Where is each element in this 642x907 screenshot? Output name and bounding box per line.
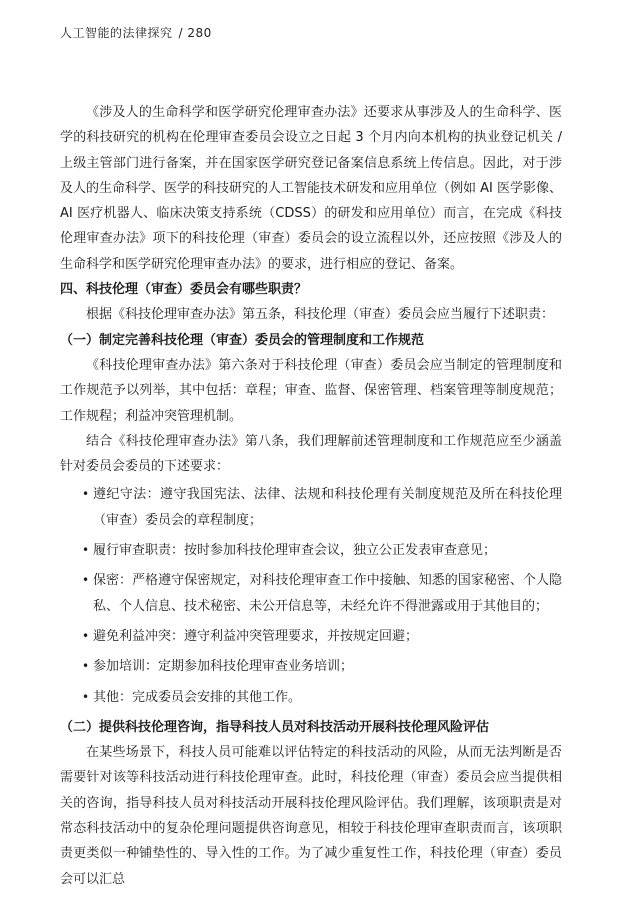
bullet-icon: • [82, 659, 90, 674]
subsection-heading-2: （二）提供科技伦理咨询，指导科技人员对科技活动开展科技伦理风险评估 [60, 719, 490, 735]
paragraph-article6: 《科技伦理审查办法》第六条对于科技伦理（审查）委员会应当制定的管理制度和工作规范予以列举，其中包括：章程；审查、监督、保密管理、档案管理等制度规范；工作规程；利益冲突管理机制。 [60, 357, 562, 424]
member-requirements-list [60, 482, 562, 709]
page-body [60, 100, 562, 892]
list-item: • 保密：严格遵守保密规定，对科技伦理审查工作中接触、知悉的国家秘密、个人隐私、个人信息、技术秘密、未公开信息等，未经允许不得泄露或用于其他目的； [60, 568, 562, 619]
bullet-icon: • [82, 487, 90, 502]
book-title: 人工智能的法律探究 [60, 26, 173, 40]
page-number: / 280 [178, 26, 212, 40]
subsection-heading-1: （一）制定完善科技伦理（审查）委员会的管理制度和工作规范 [60, 332, 425, 348]
list-item: • 其他：完成委员会安排的其他工作。 [60, 685, 562, 710]
bullet-icon: • [82, 543, 90, 558]
bullet-icon: • [82, 628, 90, 643]
list-item: • 参加培训：定期参加科技伦理审查业务培训； [60, 654, 562, 679]
list-item: • 遵纪守法：遵守我国宪法、法律、法规和科技伦理有关制度规范及所在科技伦理（审查）委员会的章程制度； [60, 482, 562, 533]
bullet-icon: • [82, 573, 90, 588]
paragraph-duties: 根据《科技伦理审查办法》第五条，科技伦理（审查）委员会应当履行下述职责： [86, 307, 555, 323]
paragraph-consultation: 在某些场景下，科技人员可能难以评估特定的科技活动的风险，从而无法判断是否需要针对该等科技活动进行科技伦理审查。此时，科技伦理（审查）委员会应当提供相关的咨询，指导科技人员对科技活动开展科技伦理风险评估。我们理解，该项职责是对常态科技活动中的复杂伦理问题提供咨询意见，相较于科技伦理审查职责而言，该项职责更类似一种铺垫性的、导入性的工作。为了减少重复性工作，科技伦理（审查）委员会可以汇总 [60, 745, 562, 887]
paragraph-intro: 《涉及人的生命科学和医学研究伦理审查办法》还要求从事涉及人的生命科学、医学的科技研究的机构在伦理审查委员会设立之日起 3 个月内向本机构的执业登记机关 / 上级主管部门进行备案，并在国家医学研究登记备案信息系统上传信息。因此，对于涉及人的生命科学、医学的科技研究的人工智能技术研发和应用单位（例如 AI 医学影像、AI 医疗机器人、临床决策支持系统（CDSS）的研发和应用单位）而言，在完成《科技伦理审查办法》项下的科技伦理（审查）委员会的设立流程以外，还应按照《涉及人的生命科学和医学研究伦理审查办法》的要求，进行相应的登记、备案。 [60, 105, 562, 272]
paragraph-article8: 结合《科技伦理审查办法》第八条，我们理解前述管理制度和工作规范应至少涵盖针对委员会委员的下述要求： [60, 433, 562, 475]
list-item: • 履行审查职责：按时参加科技伦理审查会议，独立公正发表审查意见； [60, 538, 562, 563]
bullet-icon: • [82, 689, 90, 704]
list-item: • 避免利益冲突：遵守利益冲突管理要求，并按规定回避； [60, 624, 562, 649]
running-header [60, 24, 212, 41]
section-heading-4: 四、科技伦理（审查）委员会有哪些职责？ [60, 282, 308, 298]
